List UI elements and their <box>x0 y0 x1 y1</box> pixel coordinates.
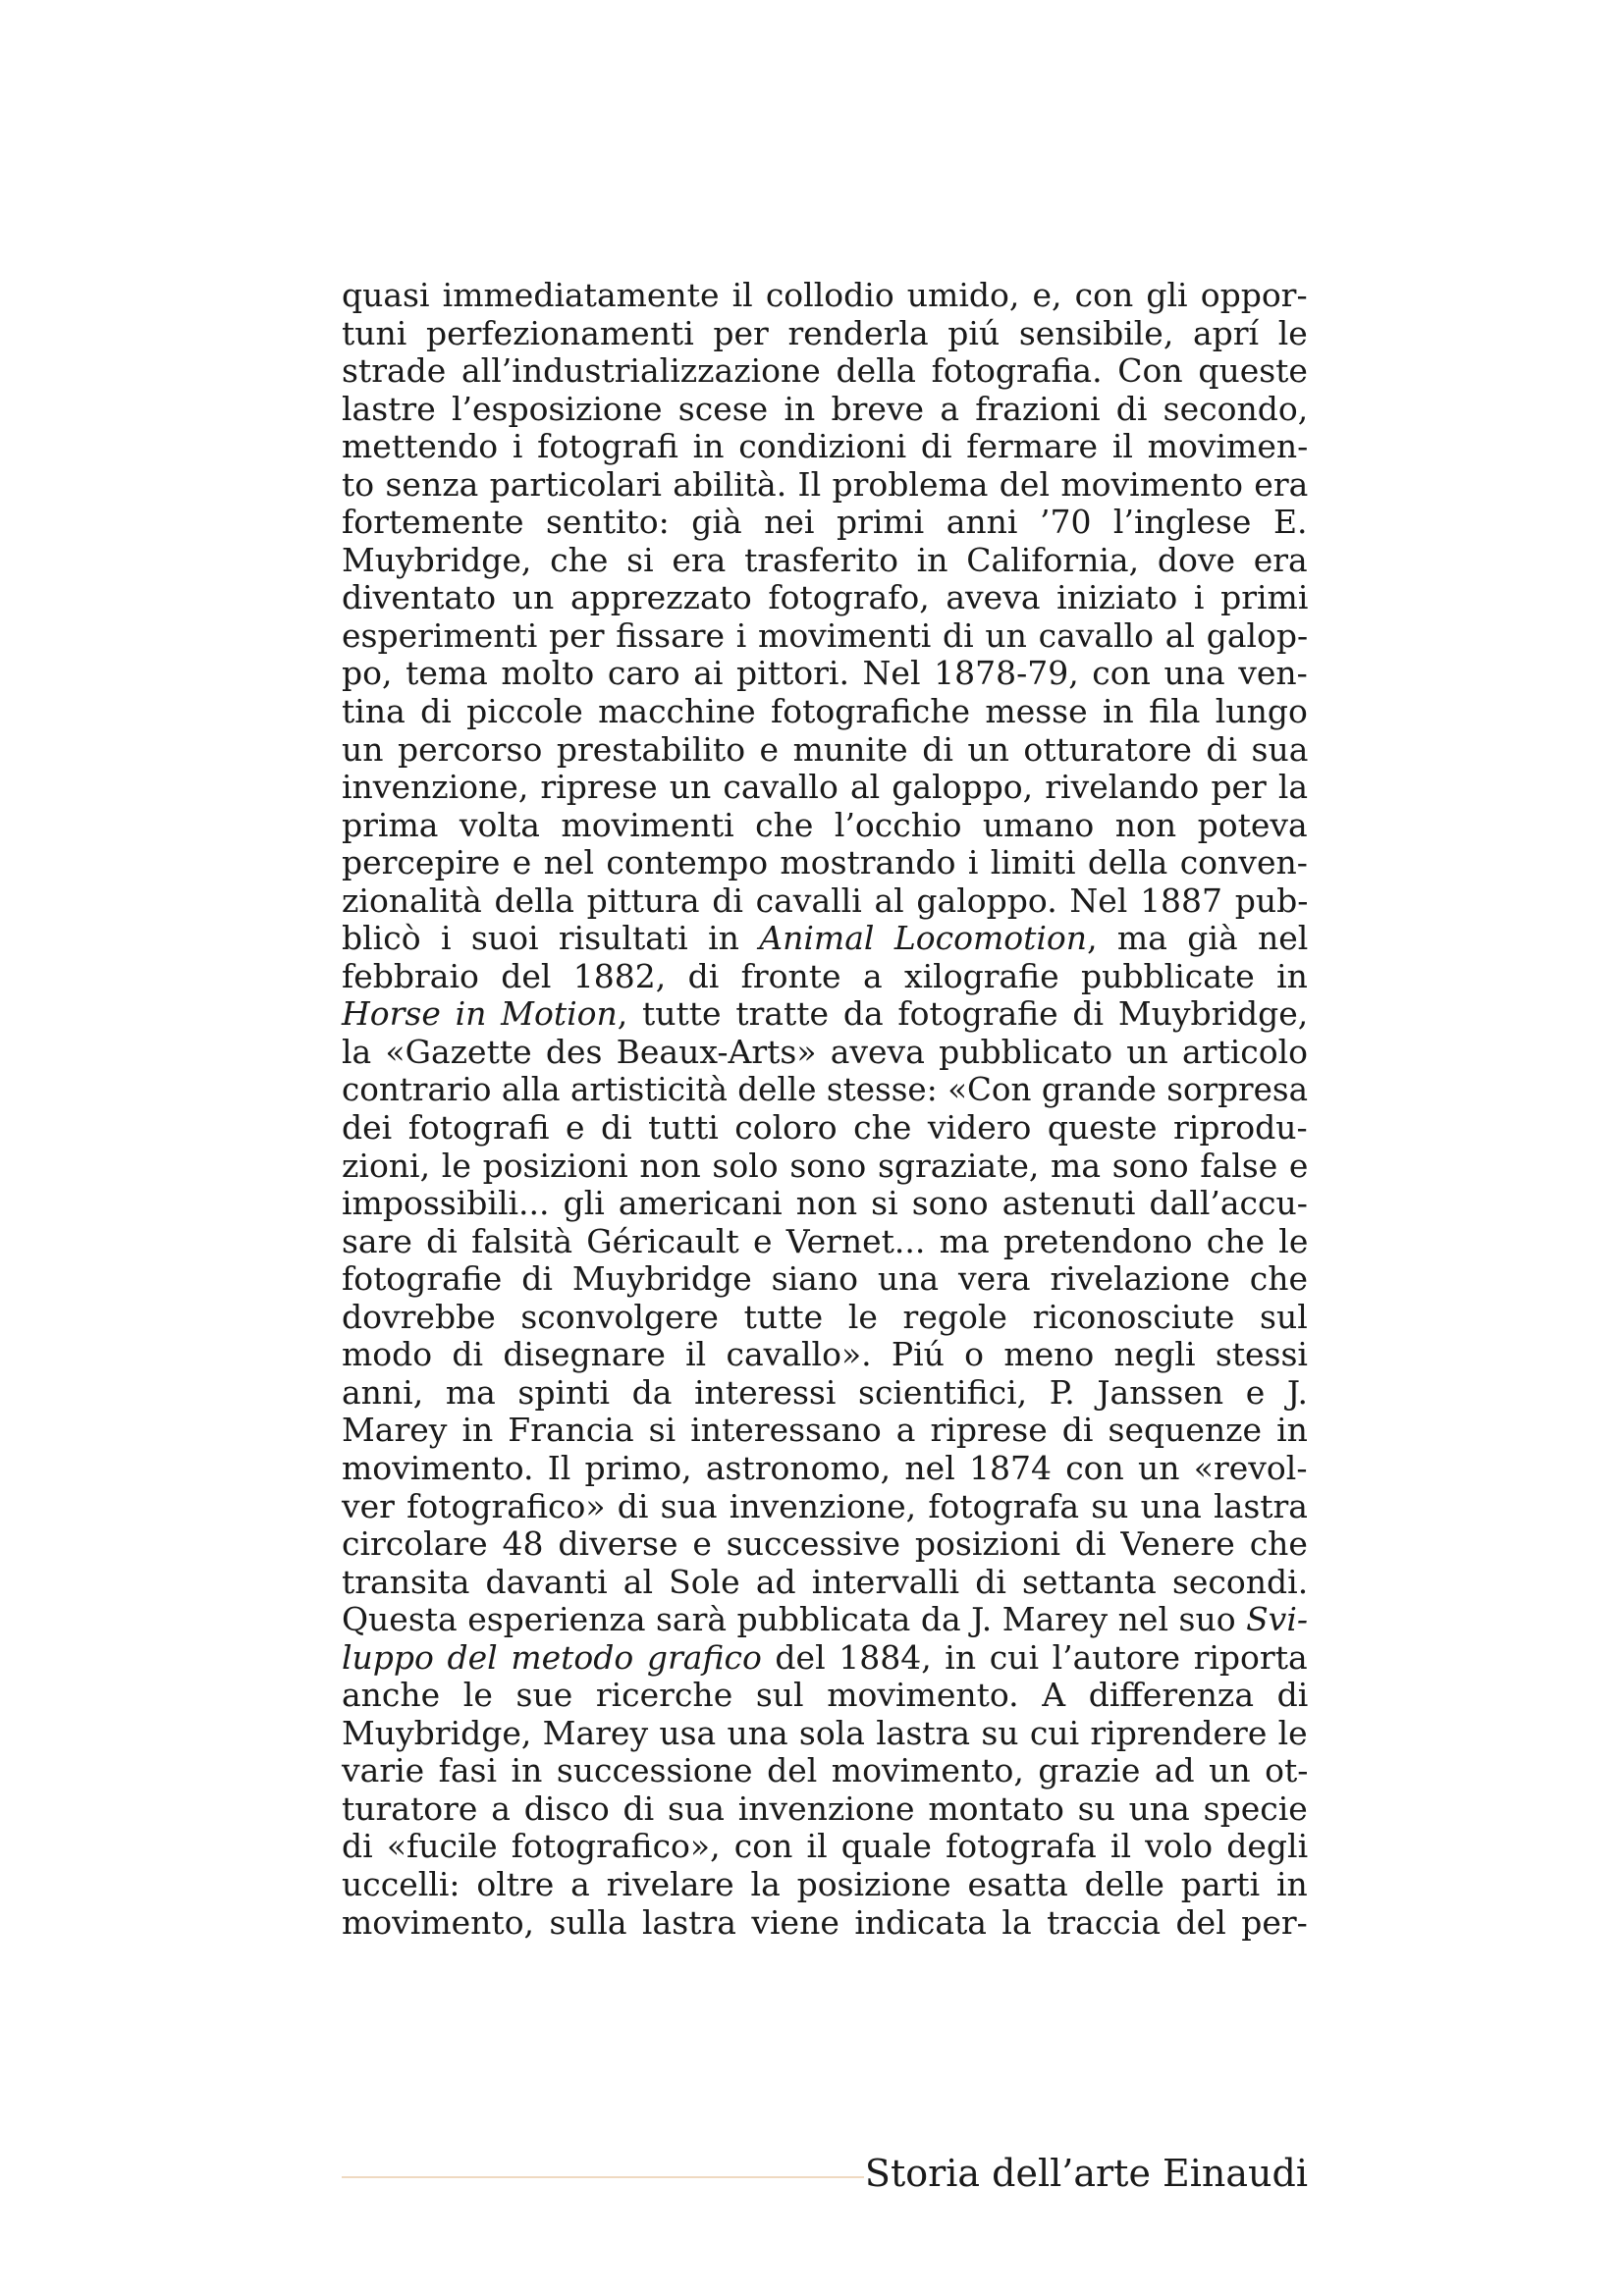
text-line: movimento. Il primo, astronomo, nel 1874 con un «revol- <box>342 1448 1308 1487</box>
text-line: mettendo i fotografi in condizioni di fermare il movimen- <box>342 427 1309 466</box>
text-line: ver fotografico» di sua invenzione, fotografa su una lastra <box>342 1486 1308 1525</box>
book-title-italic: Svi- <box>1246 1600 1309 1639</box>
text-line: Muybridge, Marey usa una sola lastra su cui riprendere le <box>342 1713 1308 1752</box>
text-line: uccelli: oltre a rivelare la posizione esatta delle parti in <box>342 1864 1308 1903</box>
text-segment: , tutte tratte da fotografie di Muybridge, <box>617 994 1309 1034</box>
text-line: strade all’industrializzazione della fotografia. Con queste <box>342 351 1308 391</box>
text-line: zioni, le posizioni non solo sono sgraziate, ma sono false e <box>342 1146 1309 1185</box>
text-segment: Questa esperienza sarà pubblicata da J. Marey nel suo <box>342 1600 1247 1639</box>
footer-title: Storia dell’arte Einaudi <box>864 2152 1308 2195</box>
text-line: Muybridge, che si era trasferito in California, dove era <box>342 540 1308 579</box>
text-line: tina di piccole macchine fotografiche messe in fila lungo <box>342 692 1308 731</box>
footer-rule <box>342 2176 864 2178</box>
text-line <box>342 995 1308 1034</box>
text-line: febbraio del 1882, di fronte a xilografie pubblicate in <box>342 956 1308 995</box>
text-line: lastre l’esposizione scese in breve a frazioni di secondo, <box>342 389 1309 428</box>
text-line: fotografie di Muybridge siano una vera rivelazione che <box>342 1259 1309 1299</box>
text-line: Marey in Francia si interessano a riprese di sequenze in <box>342 1411 1308 1450</box>
text-line: la «Gazette des Beaux-Arts» aveva pubblicato un articolo <box>342 1032 1309 1071</box>
text-line: tuni perfezionamenti per renderla piú sensibile, aprí le <box>342 313 1308 352</box>
text-line: esperimenti per fissare i movimenti di un cavallo al galop- <box>342 615 1309 655</box>
text-line: turatore a disco di sua invenzione montato su una specie <box>342 1789 1308 1828</box>
text-line: percepire e nel contempo mostrando i limiti della conven- <box>342 843 1308 882</box>
text-line: anni, ma spinti da interessi scientifici, P. Janssen e J. <box>342 1372 1309 1412</box>
text-line: dovrebbe sconvolgere tutte le regole riconosciute sul <box>342 1297 1308 1336</box>
text-segment: del 1884, in cui l’autore riporta <box>761 1637 1308 1677</box>
text-line: to senza particolari abilità. Il problema del movimento era <box>342 464 1309 504</box>
text-line: diventato un apprezzato fotografo, aveva iniziato i primi <box>342 578 1309 617</box>
text-line: sare di falsità Géricault e Vernet... ma pretendono che le <box>342 1221 1309 1260</box>
text-line: invenzione, riprese un cavallo al galoppo, rivelando per la <box>342 768 1309 807</box>
text-line: anche le sue ricerche sul movimento. A differenza di <box>342 1676 1309 1715</box>
text-line: varie fasi in successione del movimento, grazie ad un ot- <box>342 1751 1309 1790</box>
text-line: dei fotografi e di tutti coloro che videro queste riprodu- <box>342 1108 1308 1148</box>
body-text <box>342 277 1308 1942</box>
text-segment: , ma già nel <box>1087 919 1309 958</box>
text-line: impossibili... gli americani non si sono astenuti dall’accu- <box>342 1184 1308 1223</box>
text-line: modo di disegnare il cavallo». Piú o meno negli stessi <box>342 1335 1308 1374</box>
text-line: movimento, sulla lastra viene indicata la traccia del per- <box>342 1902 1308 1942</box>
text-line <box>342 1639 1308 1678</box>
text-line <box>342 920 1308 958</box>
text-line <box>342 1601 1308 1639</box>
book-title-italic: Horse in Motion <box>342 994 618 1034</box>
text-line: di «fucile fotografico», con il quale fotografa il volo degli <box>342 1827 1309 1866</box>
text-line: zionalità della pittura di cavalli al galoppo. Nel 1887 pub- <box>342 881 1309 920</box>
text-line: circolare 48 diverse e successive posizioni di Venere che <box>342 1524 1308 1564</box>
text-line: transita davanti al Sole ad intervalli di settanta secondi. <box>342 1562 1309 1601</box>
book-title-italic: Animal Locomotion <box>759 919 1088 958</box>
text-line: fortemente sentito: già nei primi anni ’70 l’inglese E. <box>342 503 1308 542</box>
page-footer <box>342 2140 1308 2199</box>
book-title-italic: luppo del metodo grafico <box>342 1637 762 1677</box>
text-line: quasi immediatamente il collodio umido, e, con gli oppor- <box>342 276 1308 314</box>
text-line: contrario alla artisticità delle stesse: «Con grande sorpresa <box>342 1070 1308 1109</box>
text-line: po, tema molto caro ai pittori. Nel 1878-79, con una ven- <box>342 654 1308 693</box>
text-line: prima volta movimenti che l’occhio umano non poteva <box>342 805 1308 844</box>
text-line: un percorso prestabilito e munite di un otturatore di sua <box>342 729 1309 769</box>
text-segment: blicò i suoi risultati in <box>342 919 760 958</box>
